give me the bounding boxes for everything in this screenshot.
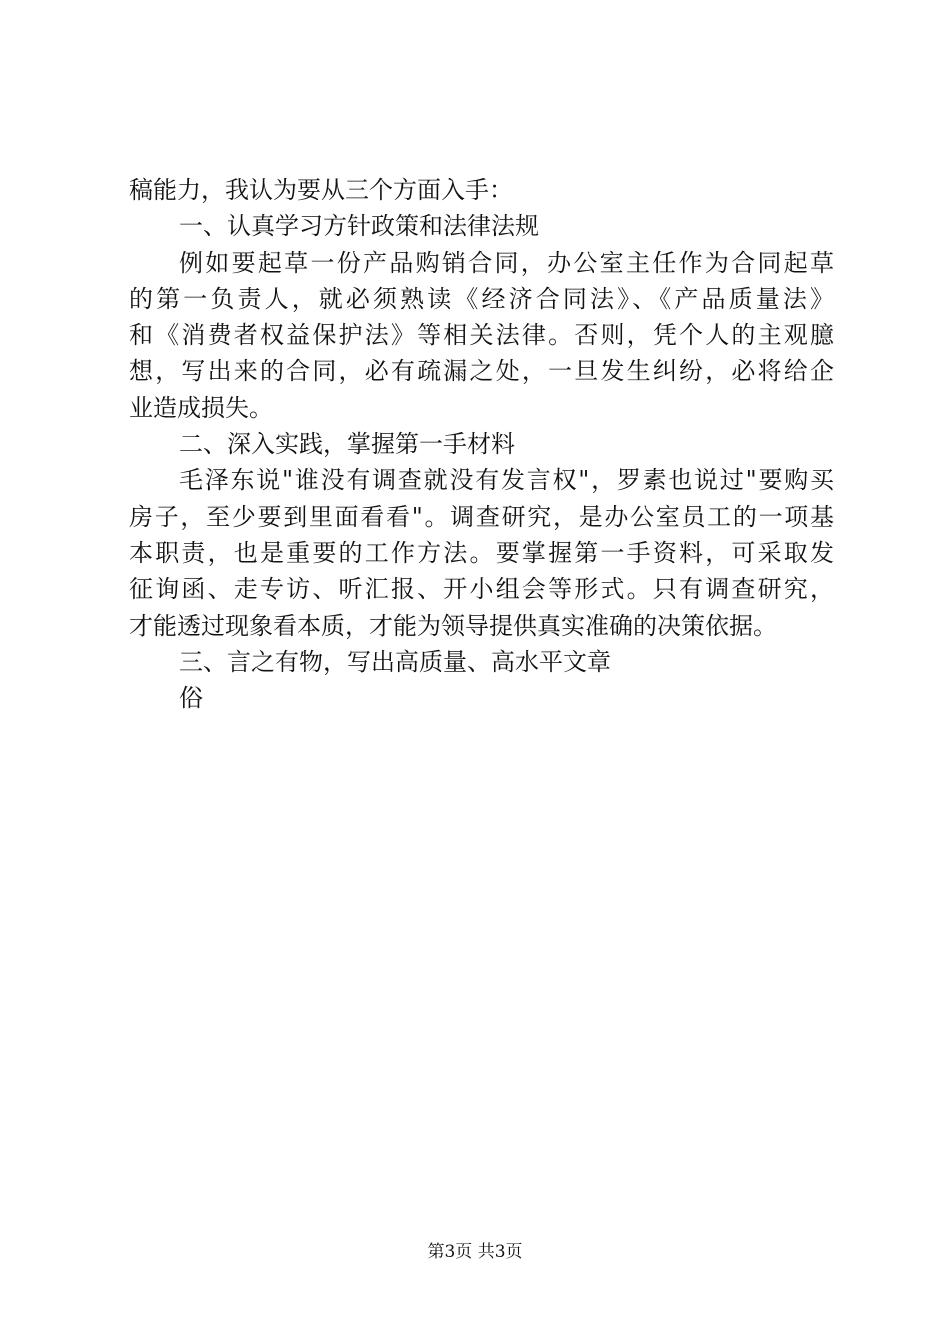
paragraph-line: 本职责，也是重要的工作方法。要掌握第一手资料，可采取发	[129, 538, 834, 567]
section-heading-2: 二、深入实践，掌握第一手材料	[179, 430, 515, 459]
section-heading-3: 三、言之有物，写出高质量、高水平文章	[179, 647, 611, 676]
section-heading-1: 一、认真学习方针政策和法律法规	[179, 212, 539, 241]
document-body	[129, 172, 834, 716]
paragraph-line: 的第一负责人，就必须熟读《经济合同法》、《产品质量法》	[129, 284, 834, 313]
paragraph-line: 例如要起草一份产品购销合同，办公室主任作为合同起草	[179, 248, 834, 277]
paragraph-line: 想，写出来的合同，必有疏漏之处，一旦发生纠纷，必将给企	[129, 357, 834, 386]
paragraph-line: 俗	[179, 684, 203, 713]
paragraph-line: 稿能力，我认为要从三个方面入手：	[129, 176, 513, 204]
paragraph-line: 毛泽东说"谁没有调查就没有发言权"，罗素也说过"要购买	[179, 466, 834, 495]
paragraph-line: 才能透过现象看本质，才能为领导提供真实准确的决策依据。	[129, 611, 777, 640]
paragraph-line: 和《消费者权益保护法》等相关法律。否则，凭个人的主观臆	[129, 321, 834, 350]
paragraph-line: 征询函、走专访、听汇报、开小组会等形式。只有调查研究，	[129, 575, 834, 604]
page-footer: 第3页 共3页	[427, 1242, 523, 1262]
paragraph-line: 业造成损失。	[129, 393, 273, 422]
paragraph-line: 房子，至少要到里面看看"。调查研究，是办公室员工的一项基	[129, 502, 834, 531]
